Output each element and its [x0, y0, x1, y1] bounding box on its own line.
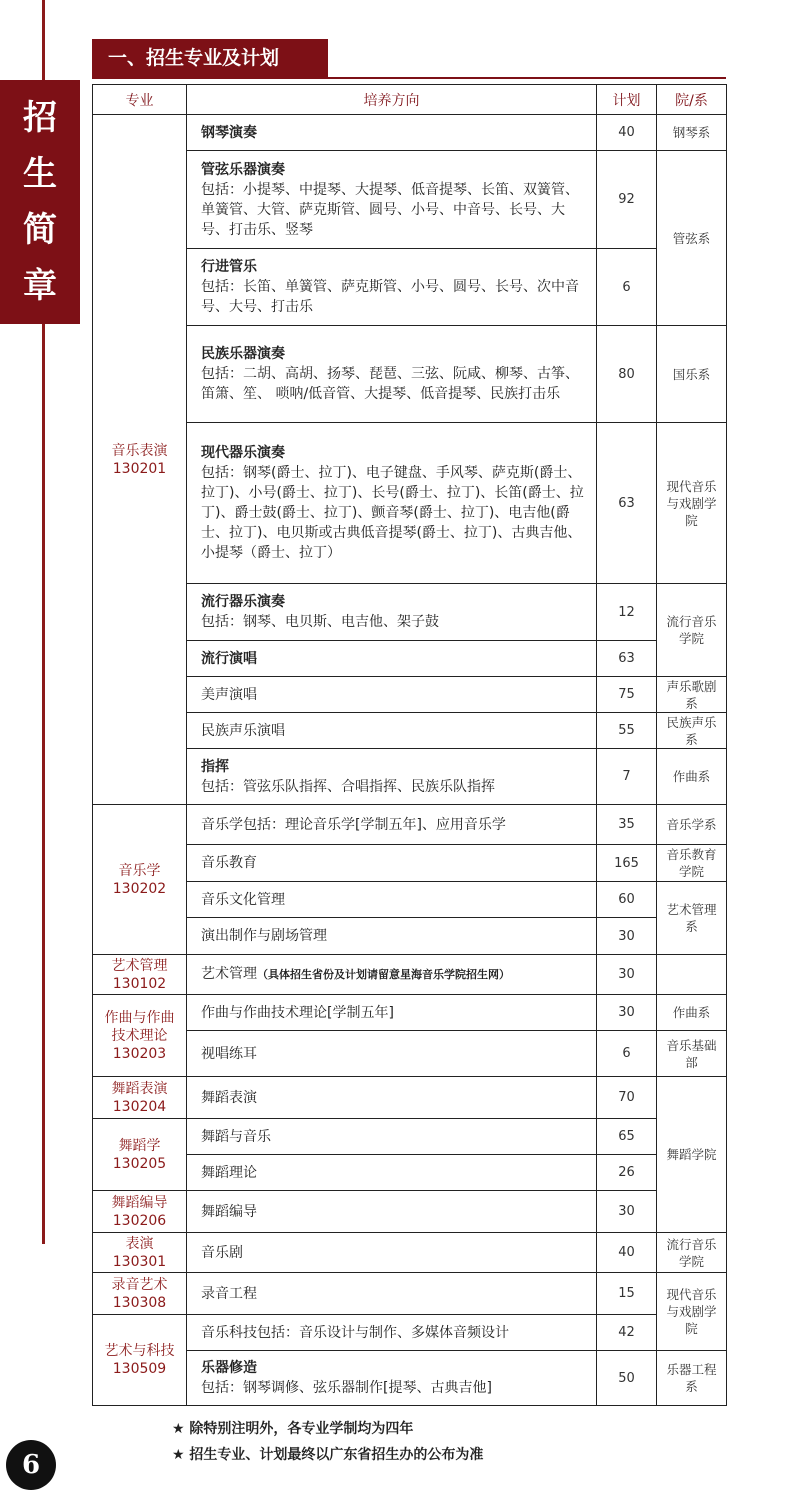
dept-cell: 现代音乐与戏剧学院 — [657, 423, 727, 584]
dept-cell: 作曲系 — [657, 749, 727, 805]
plan-cell: 60 — [597, 882, 657, 918]
table-row — [93, 713, 727, 749]
plan-cell: 30 — [597, 1191, 657, 1233]
dept-cell: 民族声乐系 — [657, 713, 727, 749]
major-code: 130206 — [112, 1212, 167, 1229]
side-title-banner — [0, 80, 80, 324]
decorative-line-bottom — [42, 324, 45, 1244]
major-code: 130203 — [112, 1045, 167, 1062]
dept-cell — [657, 955, 727, 995]
direction-cell: 美声演唱 — [187, 677, 597, 713]
direction-cell: 音乐科技包括：音乐设计与制作、多媒体音频设计 — [187, 1315, 597, 1351]
major-cell — [93, 1119, 187, 1191]
table-row — [93, 1119, 727, 1155]
plan-cell: 63 — [597, 641, 657, 677]
plan-cell: 42 — [597, 1315, 657, 1351]
dept-cell: 声乐歌剧系 — [657, 677, 727, 713]
direction-cell: 民族声乐演唱 — [187, 713, 597, 749]
direction-cell: 视唱练耳 — [187, 1031, 597, 1077]
dept-cell: 音乐教育学院 — [657, 845, 727, 882]
table-row — [93, 1077, 727, 1119]
plan-cell: 30 — [597, 918, 657, 955]
admissions-table — [92, 84, 727, 1406]
side-title-char: 生 — [23, 154, 57, 194]
plan-cell: 55 — [597, 713, 657, 749]
table-row — [93, 1233, 727, 1273]
direction-cell: 指挥 包括：管弦乐队指挥、合唱指挥、民族乐队指挥 — [187, 749, 597, 805]
major-name: 舞蹈学 — [118, 1137, 161, 1154]
direction-cell: 舞蹈表演 — [187, 1077, 597, 1119]
plan-cell: 65 — [597, 1119, 657, 1155]
table-row — [93, 955, 727, 995]
direction-cell: 音乐教育 — [187, 845, 597, 882]
dept-cell: 音乐学系 — [657, 805, 727, 845]
table-row — [93, 249, 727, 326]
direction-cell: 流行器乐演奏 包括：钢琴、电贝斯、电吉他、架子鼓 — [187, 584, 597, 641]
table-row — [93, 882, 727, 918]
header-direction: 培养方向 — [187, 85, 597, 115]
major-code: 130509 — [112, 1361, 167, 1377]
direction-cell: 钢琴演奏 — [187, 115, 597, 151]
plan-cell: 15 — [597, 1273, 657, 1315]
plan-cell: 35 — [597, 805, 657, 845]
dept-cell: 现代音乐与戏剧学院 — [657, 1273, 727, 1351]
dept-cell: 舞蹈学院 — [657, 1077, 727, 1233]
direction-cell: 舞蹈编导 — [187, 1191, 597, 1233]
major-code: 130201 — [112, 460, 167, 477]
footnote: ★ 除特别注明外，各专业学制均为四年 — [172, 1421, 414, 1437]
major-name: 录音艺术 — [111, 1276, 168, 1293]
plan-cell: 50 — [597, 1351, 657, 1406]
direction-cell: 作曲与作曲技术理论[学制五年] — [187, 995, 597, 1031]
plan-cell: 165 — [597, 845, 657, 882]
table-row — [93, 918, 727, 955]
direction-cell: 民族乐器演奏 包括：二胡、高胡、扬琴、琵琶、三弦、阮咸、柳琴、古筝、笛箫、笙、 唢呐/低音管、大提琴、低音提琴、民族打击乐 — [187, 326, 597, 423]
side-title-char: 招 — [23, 98, 57, 138]
plan-cell: 80 — [597, 326, 657, 423]
table-row — [93, 1273, 727, 1315]
dept-cell: 艺术管理系 — [657, 882, 727, 955]
table-row — [93, 641, 727, 677]
direction-cell: 音乐文化管理 — [187, 882, 597, 918]
direction-cell: 管弦乐器演奏 包括：小提琴、中提琴、大提琴、低音提琴、长笛、双簧管、单簧管、大管、萨克斯管、圆号、小号、中音号、长号、大号、打击乐、竖琴 — [187, 151, 597, 249]
dept-cell: 流行音乐学院 — [657, 584, 727, 677]
major-name: 舞蹈表演 — [111, 1080, 168, 1097]
section-underline — [92, 77, 726, 79]
dept-cell: 乐器工程系 — [657, 1351, 727, 1406]
major-code: 130202 — [112, 880, 167, 897]
major-code: 130308 — [112, 1294, 167, 1311]
major-cell — [93, 805, 187, 955]
plan-cell: 6 — [597, 1031, 657, 1077]
major-name: 作曲与作曲技术理论 — [104, 1009, 175, 1044]
direction-cell: 音乐学包括：理论音乐学[学制五年]、应用音乐学 — [187, 805, 597, 845]
table-row — [93, 805, 727, 845]
decorative-line-top — [42, 0, 45, 80]
major-name: 艺术与科技 — [104, 1343, 175, 1359]
footnote: ★ 招生专业、计划最终以广东省招生办的公布为准 — [172, 1447, 484, 1463]
table-row — [93, 1351, 727, 1406]
table-row — [93, 1191, 727, 1233]
table-row — [93, 423, 727, 584]
direction-cell: 音乐剧 — [187, 1233, 597, 1273]
table-header-row — [93, 85, 727, 115]
major-cell — [93, 1233, 187, 1273]
dept-cell: 流行音乐学院 — [657, 1233, 727, 1273]
major-name: 音乐学 — [118, 862, 161, 879]
major-cell — [93, 1273, 187, 1315]
direction-cell: 演出制作与剧场管理 — [187, 918, 597, 955]
table-row — [93, 1315, 727, 1351]
dept-cell: 音乐基础部 — [657, 1031, 727, 1077]
major-cell — [93, 115, 187, 805]
direction-cell: 舞蹈理论 — [187, 1155, 597, 1191]
dept-cell: 国乐系 — [657, 326, 727, 423]
plan-cell: 30 — [597, 955, 657, 995]
major-code: 130204 — [112, 1098, 167, 1115]
major-name: 艺术管理 — [111, 957, 168, 974]
plan-cell: 7 — [597, 749, 657, 805]
side-title-char: 章 — [23, 266, 57, 306]
table-row — [93, 677, 727, 713]
major-code: 130102 — [112, 975, 167, 992]
major-code: 130205 — [112, 1155, 167, 1172]
table-row — [93, 115, 727, 151]
major-name: 表演 — [125, 1235, 154, 1252]
plan-cell: 6 — [597, 249, 657, 326]
plan-cell: 63 — [597, 423, 657, 584]
table-row — [93, 151, 727, 249]
direction-cell: 流行演唱 — [187, 641, 597, 677]
major-name: 音乐表演 — [111, 442, 168, 459]
major-cell — [93, 1077, 187, 1119]
direction-cell: 舞蹈与音乐 — [187, 1119, 597, 1155]
plan-cell: 75 — [597, 677, 657, 713]
major-cell — [93, 955, 187, 995]
header-major: 专业 — [93, 85, 187, 115]
major-name: 舞蹈编导 — [111, 1194, 168, 1211]
dept-cell: 管弦系 — [657, 151, 727, 326]
table-row — [93, 326, 727, 423]
dept-cell: 钢琴系 — [657, 115, 727, 151]
plan-cell: 12 — [597, 584, 657, 641]
dept-cell: 作曲系 — [657, 995, 727, 1031]
major-code: 130301 — [112, 1253, 167, 1270]
plan-cell: 40 — [597, 115, 657, 151]
plan-cell: 70 — [597, 1077, 657, 1119]
table-row — [93, 1155, 727, 1191]
direction-cell: 现代器乐演奏 包括：钢琴(爵士、拉丁)、电子键盘、手风琴、萨克斯(爵士、拉丁)、小号(爵士、拉丁)、长号(爵士、拉丁)、长笛(爵士、拉丁)、爵士鼓(爵士、拉丁)、颤音琴(爵士、拉丁)、电吉他(爵士、拉丁)、电贝斯或古典低音提琴(爵士、拉丁)、古典吉他、小提琴（爵士、拉丁） — [187, 423, 597, 584]
table-row — [93, 749, 727, 805]
direction-cell: 录音工程 — [187, 1273, 597, 1315]
direction-cell: 行进管乐 包括：长笛、单簧管、萨克斯管、小号、圆号、长号、次中音号、大号、打击乐 — [187, 249, 597, 326]
header-dept: 院/系 — [657, 85, 727, 115]
direction-cell: 艺术管理（具体招生省份及计划请留意星海音乐学院招生网） — [187, 955, 597, 995]
table-row — [93, 584, 727, 641]
major-cell — [93, 1315, 187, 1406]
plan-cell: 26 — [597, 1155, 657, 1191]
header-plan: 计划 — [597, 85, 657, 115]
table-row — [93, 1031, 727, 1077]
plan-cell: 92 — [597, 151, 657, 249]
direction-cell: 乐器修造 包括：钢琴调修、弦乐器制作[提琴、古典吉他] — [187, 1351, 597, 1406]
table-row — [93, 845, 727, 882]
table-row — [93, 995, 727, 1031]
major-cell — [93, 1191, 187, 1233]
page-number-badge: 6 — [6, 1440, 56, 1490]
section-title: 一、招生专业及计划 — [92, 39, 328, 77]
plan-cell: 30 — [597, 995, 657, 1031]
major-cell — [93, 995, 187, 1077]
side-title-char: 简 — [23, 210, 57, 250]
plan-cell: 40 — [597, 1233, 657, 1273]
